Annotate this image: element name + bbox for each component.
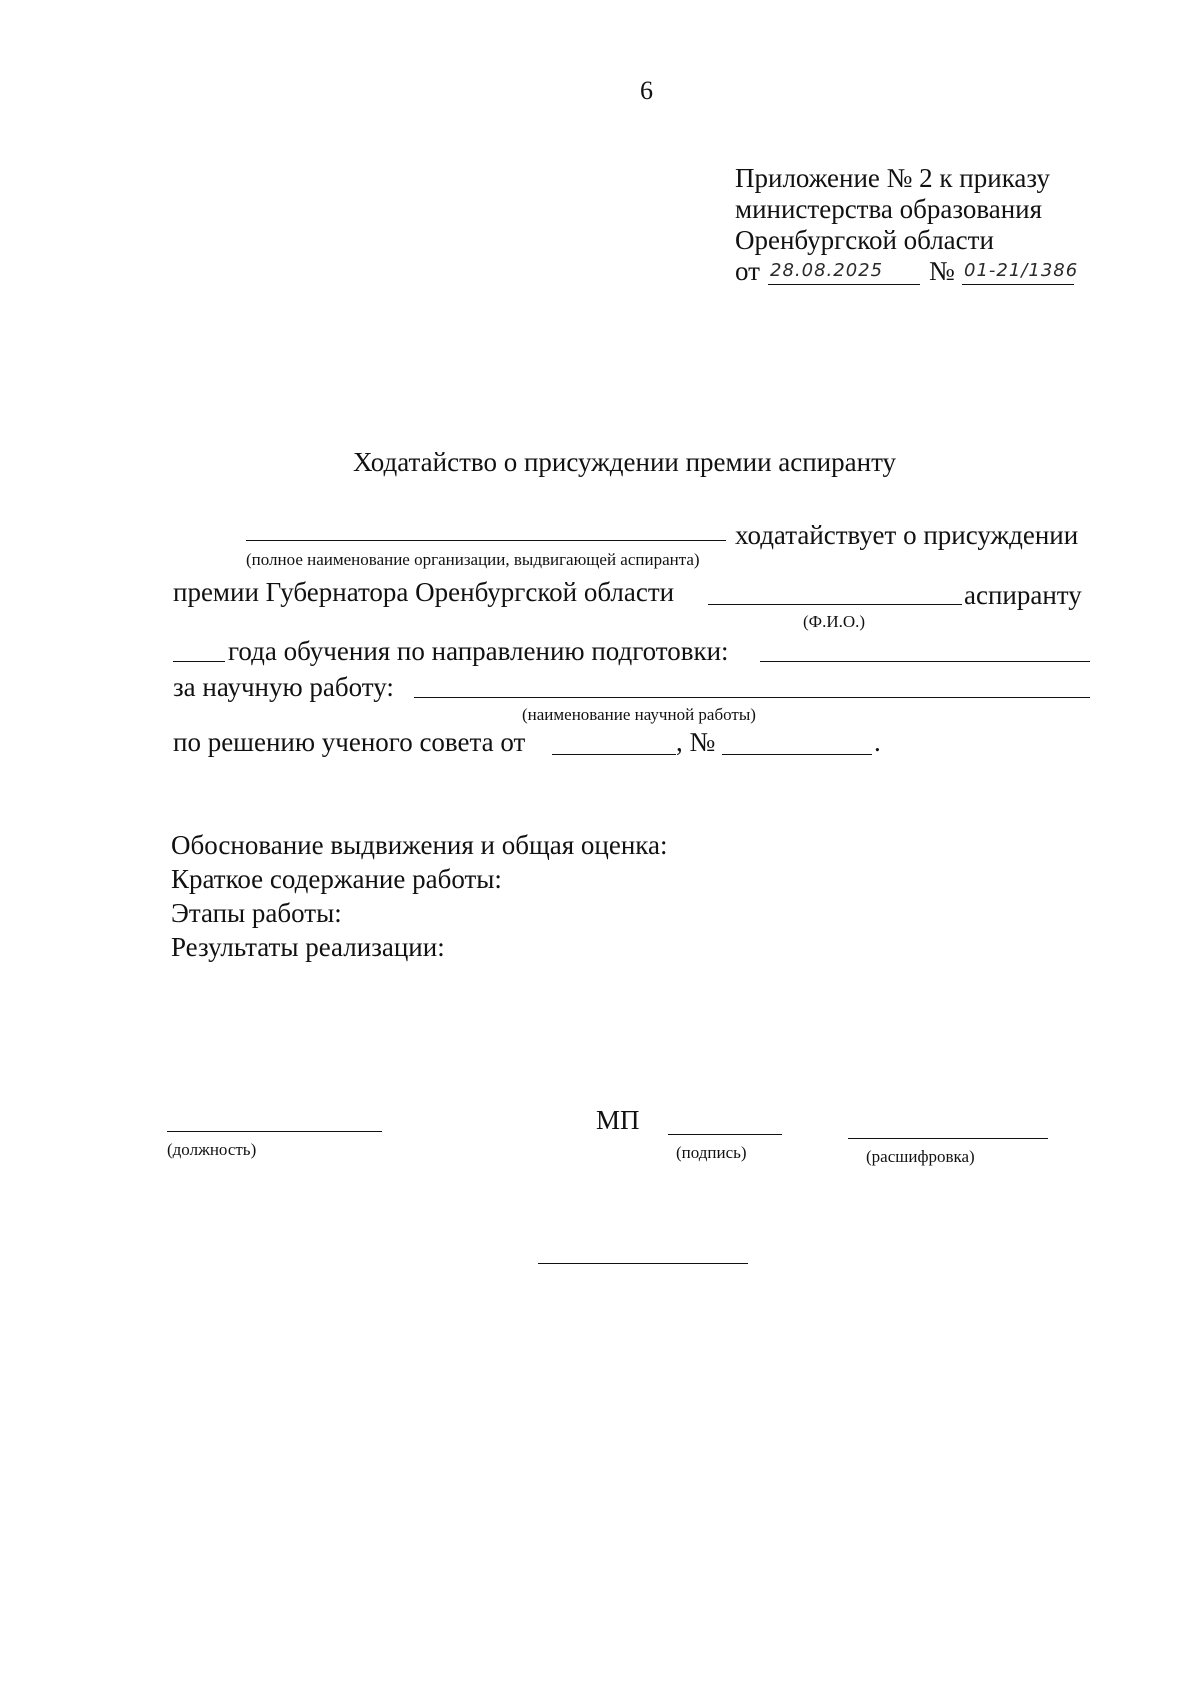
form-line-4-text: за научную работу: [173,672,394,702]
organization-caption: (полное наименование организации, выдвигающей аспиранта) [246,550,700,569]
form-line-5-number-label: , № [676,727,716,757]
council-date-blank [552,754,676,755]
form-line-2-text: премии Губернатора Оренбургской области [173,577,675,607]
organization-blank [246,540,726,541]
fio-caption: (Ф.И.О.) [803,612,866,631]
fio-blank [708,604,962,605]
appendix-line-2: министерства образования [735,194,1043,224]
section-justification: Обоснование выдвижения и общая оценка: [171,830,668,860]
form-line-2-suffix: аспиранту [964,580,1082,610]
position-caption: (должность) [167,1140,257,1159]
study-year-blank [173,661,225,662]
appendix-line-3: Оренбургской области [735,225,994,255]
signature-caption: (подпись) [676,1143,747,1162]
position-blank [167,1131,382,1132]
section-summary: Краткое содержание работы: [171,864,502,894]
work-title-caption: (наименование научной работы) [522,705,756,724]
appendix-number-handwritten: 01-21/1386 [964,260,1079,281]
appendix-date-handwritten: 28.08.2025 [770,260,884,281]
decoding-caption: (расшифровка) [866,1147,975,1166]
document-title: Ходатайство о присуждении премии аспиранту [353,447,897,477]
section-stages: Этапы работы: [171,898,342,928]
form-line-5-text: по решению ученого совета от [173,727,526,757]
form-line-3-text: года обучения по направлению подготовки: [228,636,729,666]
work-title-blank [414,697,1090,698]
appendix-date-prefix: от [735,256,760,286]
form-line-1-text: ходатайствует о присуждении [735,520,1079,550]
section-results: Результаты реализации: [171,932,445,962]
signature-blank [668,1134,782,1135]
page-number: 6 [640,76,653,105]
stamp-label: МП [596,1105,640,1135]
direction-blank [760,661,1090,662]
appendix-number-prefix: № [929,256,955,286]
decoding-blank [848,1138,1048,1139]
appendix-line-1: Приложение № 2 к приказу [735,163,1050,193]
closing-line [538,1263,748,1264]
form-line-5-end: . [874,727,881,757]
appendix-number-underline [962,284,1074,285]
council-number-blank [722,754,872,755]
appendix-date-underline [768,284,920,285]
